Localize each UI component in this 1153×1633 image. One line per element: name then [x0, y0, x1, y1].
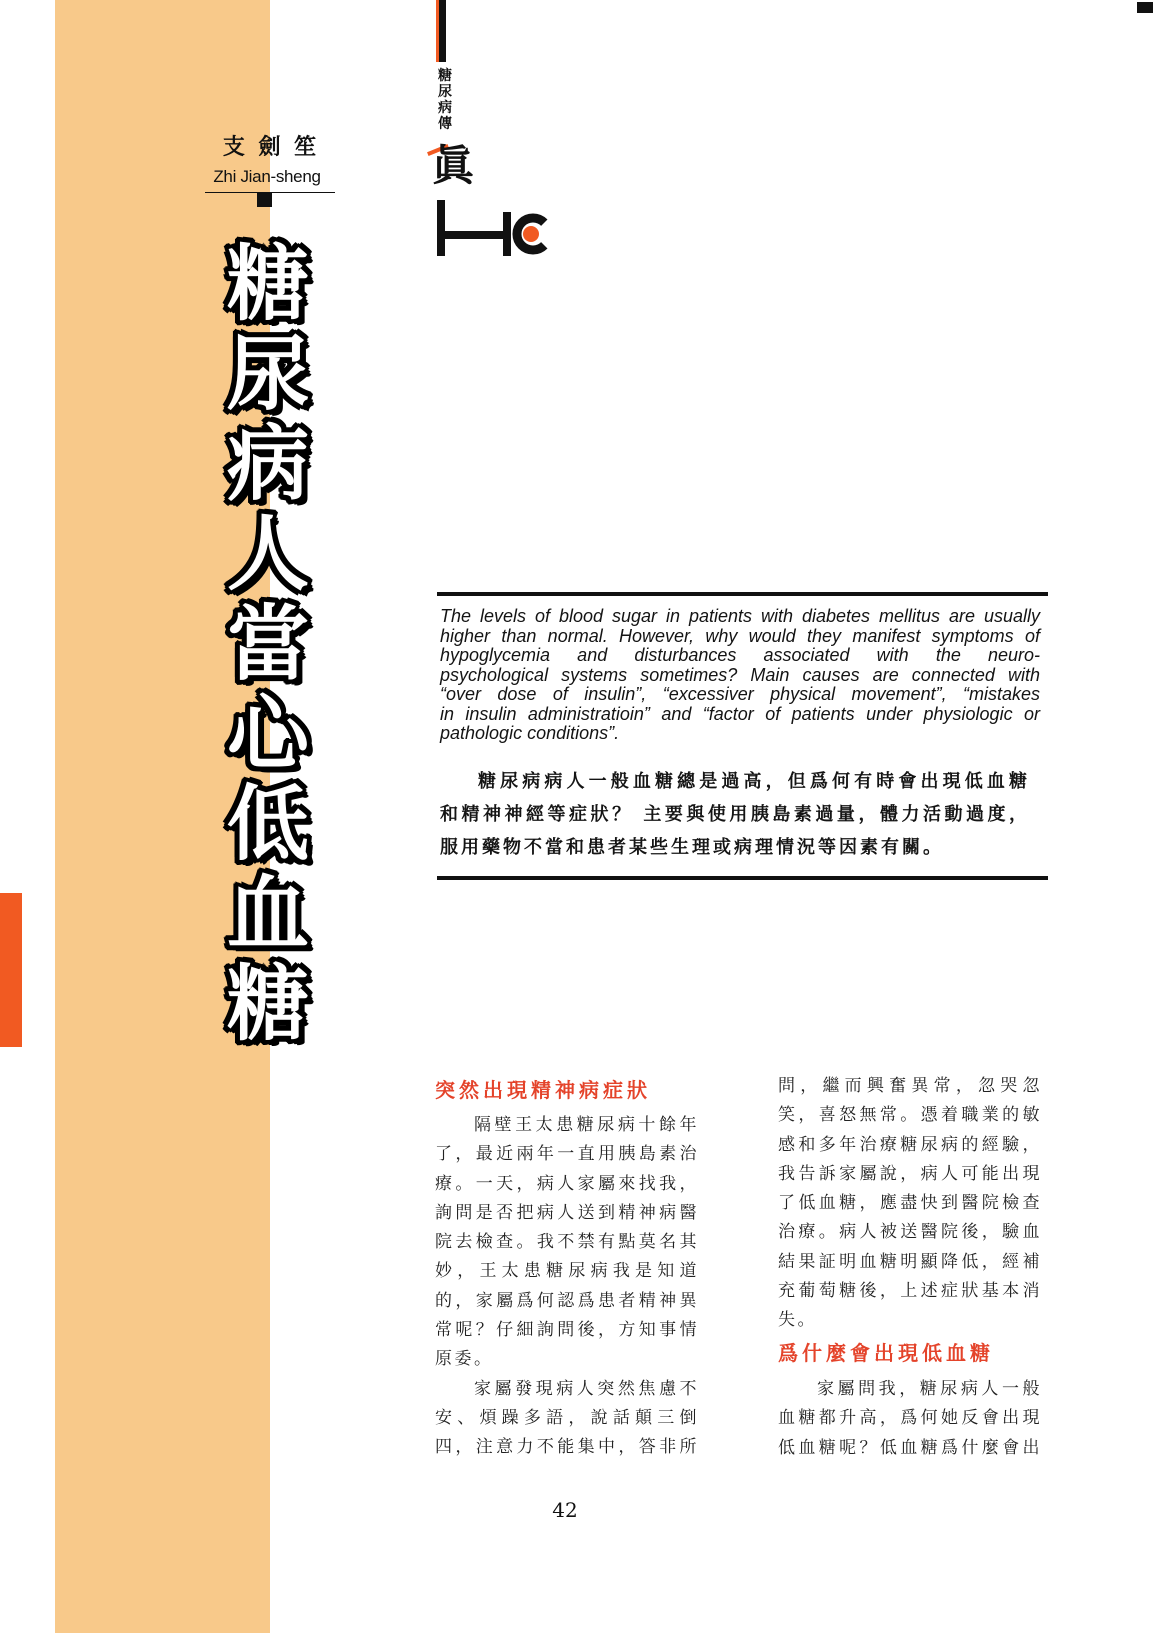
text-line: 詢問是否把病人送到精神病醫 [435, 1202, 699, 1223]
logo-lower-bar [437, 200, 445, 256]
text-line: 問，繼而興奮異常，忽哭忽 [778, 1076, 1042, 1096]
english-abstract [440, 607, 1040, 744]
text-line: 原委。 [435, 1349, 494, 1370]
text-line: 安、煩躁多語，說話顛三倒 [435, 1407, 699, 1428]
page-number: 42 [552, 1498, 578, 1522]
text-line: 血糖都升高，爲何她反會出現 [778, 1408, 1042, 1429]
section-heading: 突然出現精神病症狀 [435, 1078, 651, 1102]
text-line: 笑，喜怒無常。憑着職業的敏 [778, 1105, 1042, 1126]
text-line: 了低血糖，應盡快到醫院檢查 [778, 1193, 1042, 1214]
abstract-line: pathologic conditions”. [440, 723, 620, 743]
text-line: 隔壁王太患糖尿病十餘年 [474, 1115, 699, 1135]
text-line: 家屬問我，糖尿病人一般 [817, 1379, 1042, 1399]
text-line: 我告訴家屬說，病人可能出現 [778, 1163, 1042, 1184]
abstract-line: psychological systems sometimes? Main causes are connected with [440, 664, 1040, 685]
summary-line: 糖尿病病人一般血糖總是過高，但爲何有時會出現低血糖 [478, 771, 1030, 792]
abstract-line: in insulin administratioin” and “factor of patients under physiologic or [440, 703, 1040, 724]
text-line: 四，注意力不能集中，答非所 [435, 1437, 699, 1458]
text-line: 失。 [778, 1310, 817, 1331]
abstract-line: “over dose of insulin”, “excessiver physical movement”, “mistakes [440, 684, 1040, 704]
logo-right-bar [503, 212, 511, 256]
text-line: 感和多年治療糖尿病的經驗， [778, 1134, 1042, 1155]
author-square-marker [257, 193, 272, 207]
summary-line: 服用藥物不當和患者某些生理或病理情況等因素有關。 [440, 837, 944, 858]
abstract-line: The levels of blood sugar in patients with diabetes mellitus are usually [440, 606, 1040, 626]
body-column-left [435, 1111, 699, 1463]
article-title-vertical: 糖尿病人當心低血糖 [226, 237, 309, 1052]
text-line: 充葡萄糖後，上述症狀基本消 [778, 1281, 1042, 1302]
text-line: 院去檢查。我不禁有點莫名其 [435, 1232, 699, 1253]
text-line: 的，家屬爲何認爲患者精神異 [435, 1290, 699, 1311]
section-heading: 爲什麼會出現低血糖 [778, 1341, 994, 1365]
logo-top-bar [439, 0, 446, 62]
text-line: 常呢？仔細詢問後，方知事情 [435, 1320, 699, 1341]
author-name-english: Zhi Jian-sheng [213, 167, 321, 186]
text-line: 療。一天，病人家屬來找我， [435, 1173, 699, 1194]
summary-line: 和精神神經等症狀？ 主要與使用胰島素過量，體力活動過度， [440, 804, 1030, 825]
text-line: 妙，王太患糖尿病我是知道 [435, 1261, 699, 1282]
orange-edge-tab [0, 893, 22, 1047]
logo-top-bar-accent [436, 0, 439, 62]
text-line: 了，最近兩年一直用胰島素治 [435, 1144, 699, 1165]
abstract-bottom-rule [437, 876, 1048, 880]
body-column-right [778, 1375, 1042, 1463]
column-label-big-character: 眞 [431, 141, 474, 190]
scan-corner-mark [1137, 2, 1153, 13]
logo-cross-bar [437, 231, 507, 239]
text-line: 低血糖呢？低血糖爲什麼會出 [778, 1437, 1042, 1458]
logo-c-inner-dot [523, 226, 539, 242]
abstract-line: higher than normal. However, why would they manifest symptoms of [440, 625, 1040, 646]
body-column-right-continued [778, 1072, 1042, 1336]
column-label-vertical: 糖尿病傳 [438, 68, 452, 132]
abstract-line: hypoglycemia and disturbances associated with the neuro- [440, 645, 1040, 665]
text-line: 治療。病人被送醫院後，驗血 [778, 1222, 1042, 1243]
author-name-chinese: 支 劍 笙 [222, 135, 320, 160]
abstract-top-rule [437, 592, 1048, 596]
chinese-summary [440, 765, 1030, 864]
text-line: 家屬發現病人突然焦慮不 [474, 1378, 699, 1399]
text-line: 結果証明血糖明顯降低，經補 [778, 1251, 1042, 1272]
